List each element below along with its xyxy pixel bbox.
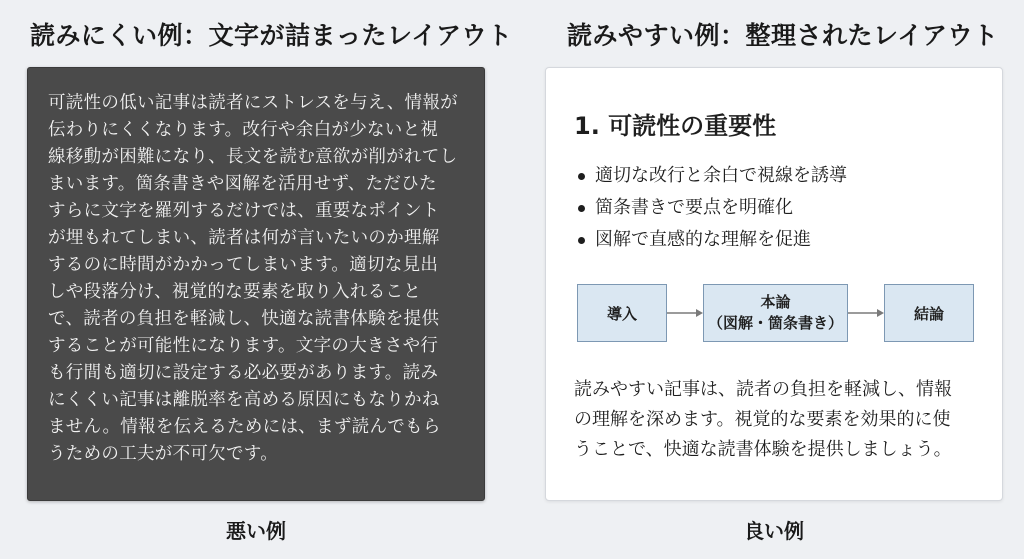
bullet-item: 箇条書きで要点を明確化 (574, 192, 847, 224)
good-example-panel (545, 67, 1003, 501)
caption-good: 良い例 (744, 519, 804, 543)
bullet-item: 適切な改行と余白で視線を誘導 (574, 160, 847, 192)
bullet-list (574, 160, 847, 256)
flow-box-body-label: 本論 (760, 293, 791, 311)
arrow-right-icon (667, 309, 703, 317)
bad-text-line: 線移動が困難になり、長文を読む意欲が削がれてし (48, 147, 458, 167)
flow-box-conclusion-label: 結論 (913, 304, 944, 323)
bad-example-panel (27, 67, 485, 501)
bad-text-line: 可読性の低い記事は読者にストレスを与え、情報が (48, 93, 458, 113)
bad-text-line: うための工夫が不可欠です。 (48, 444, 278, 464)
bad-text-line: するのに時間がかかってしまいます。適切な見出 (48, 255, 439, 275)
flow-box-body-sublabel: （図解・箇条書き） (707, 314, 843, 332)
bad-text-line: で、読者の負担を軽減し、快適な読書体験を提供 (48, 309, 440, 329)
bad-text-line: すらに文字を羅列するだけでは、重要なポイント (48, 201, 440, 221)
summary-text (574, 375, 982, 465)
arrow-right-icon (848, 309, 884, 317)
summary-line: 読みやすい記事は、読者の負担を軽減し、情報 (574, 379, 952, 400)
summary-line: の理解を深めます。視覚的な要素を効果的に使 (574, 409, 951, 430)
bad-text-line: しや段落分け、視覚的な要素を取り入れること (48, 282, 422, 302)
bad-text-line: が埋もれてしまい、読者は何が言いたいのか理解 (48, 228, 440, 248)
bad-text-line: することが可能性になります。文字の大きさや行 (48, 336, 439, 356)
flow-box-intro (577, 284, 667, 342)
bad-text-line: 伝わりにくくなります。改行や余白が少ないと視 (48, 120, 439, 140)
summary-line: うことで、快適な読書体験を提供しましょう。 (574, 439, 952, 460)
bad-text-line: も行間も適切に設定する必必要があります。読み (48, 363, 439, 383)
bad-text-line: にくくい記事は離脱率を高める原因にもなりかね (48, 390, 440, 410)
bad-text-line: まいます。箇条書きや図解を活用せず、ただひた (48, 174, 437, 194)
heading-bad: 読みにくい例：文字が詰まったレイアウト (30, 21, 513, 50)
section-title: 1. 可読性の重要性 (574, 112, 777, 140)
bullet-item: 図解で直感的な理解を促進 (574, 224, 847, 256)
bad-text-line: ません。情報を伝えるためには、まず読んでもら (48, 417, 441, 437)
bad-example-text (48, 90, 470, 468)
flow-box-body (703, 284, 848, 342)
flow-box-intro-label: 導入 (606, 304, 637, 323)
heading-good: 読みやすい例：整理されたレイアウト (567, 21, 999, 50)
flow-box-conclusion (884, 284, 974, 342)
caption-bad: 悪い例 (226, 519, 286, 543)
